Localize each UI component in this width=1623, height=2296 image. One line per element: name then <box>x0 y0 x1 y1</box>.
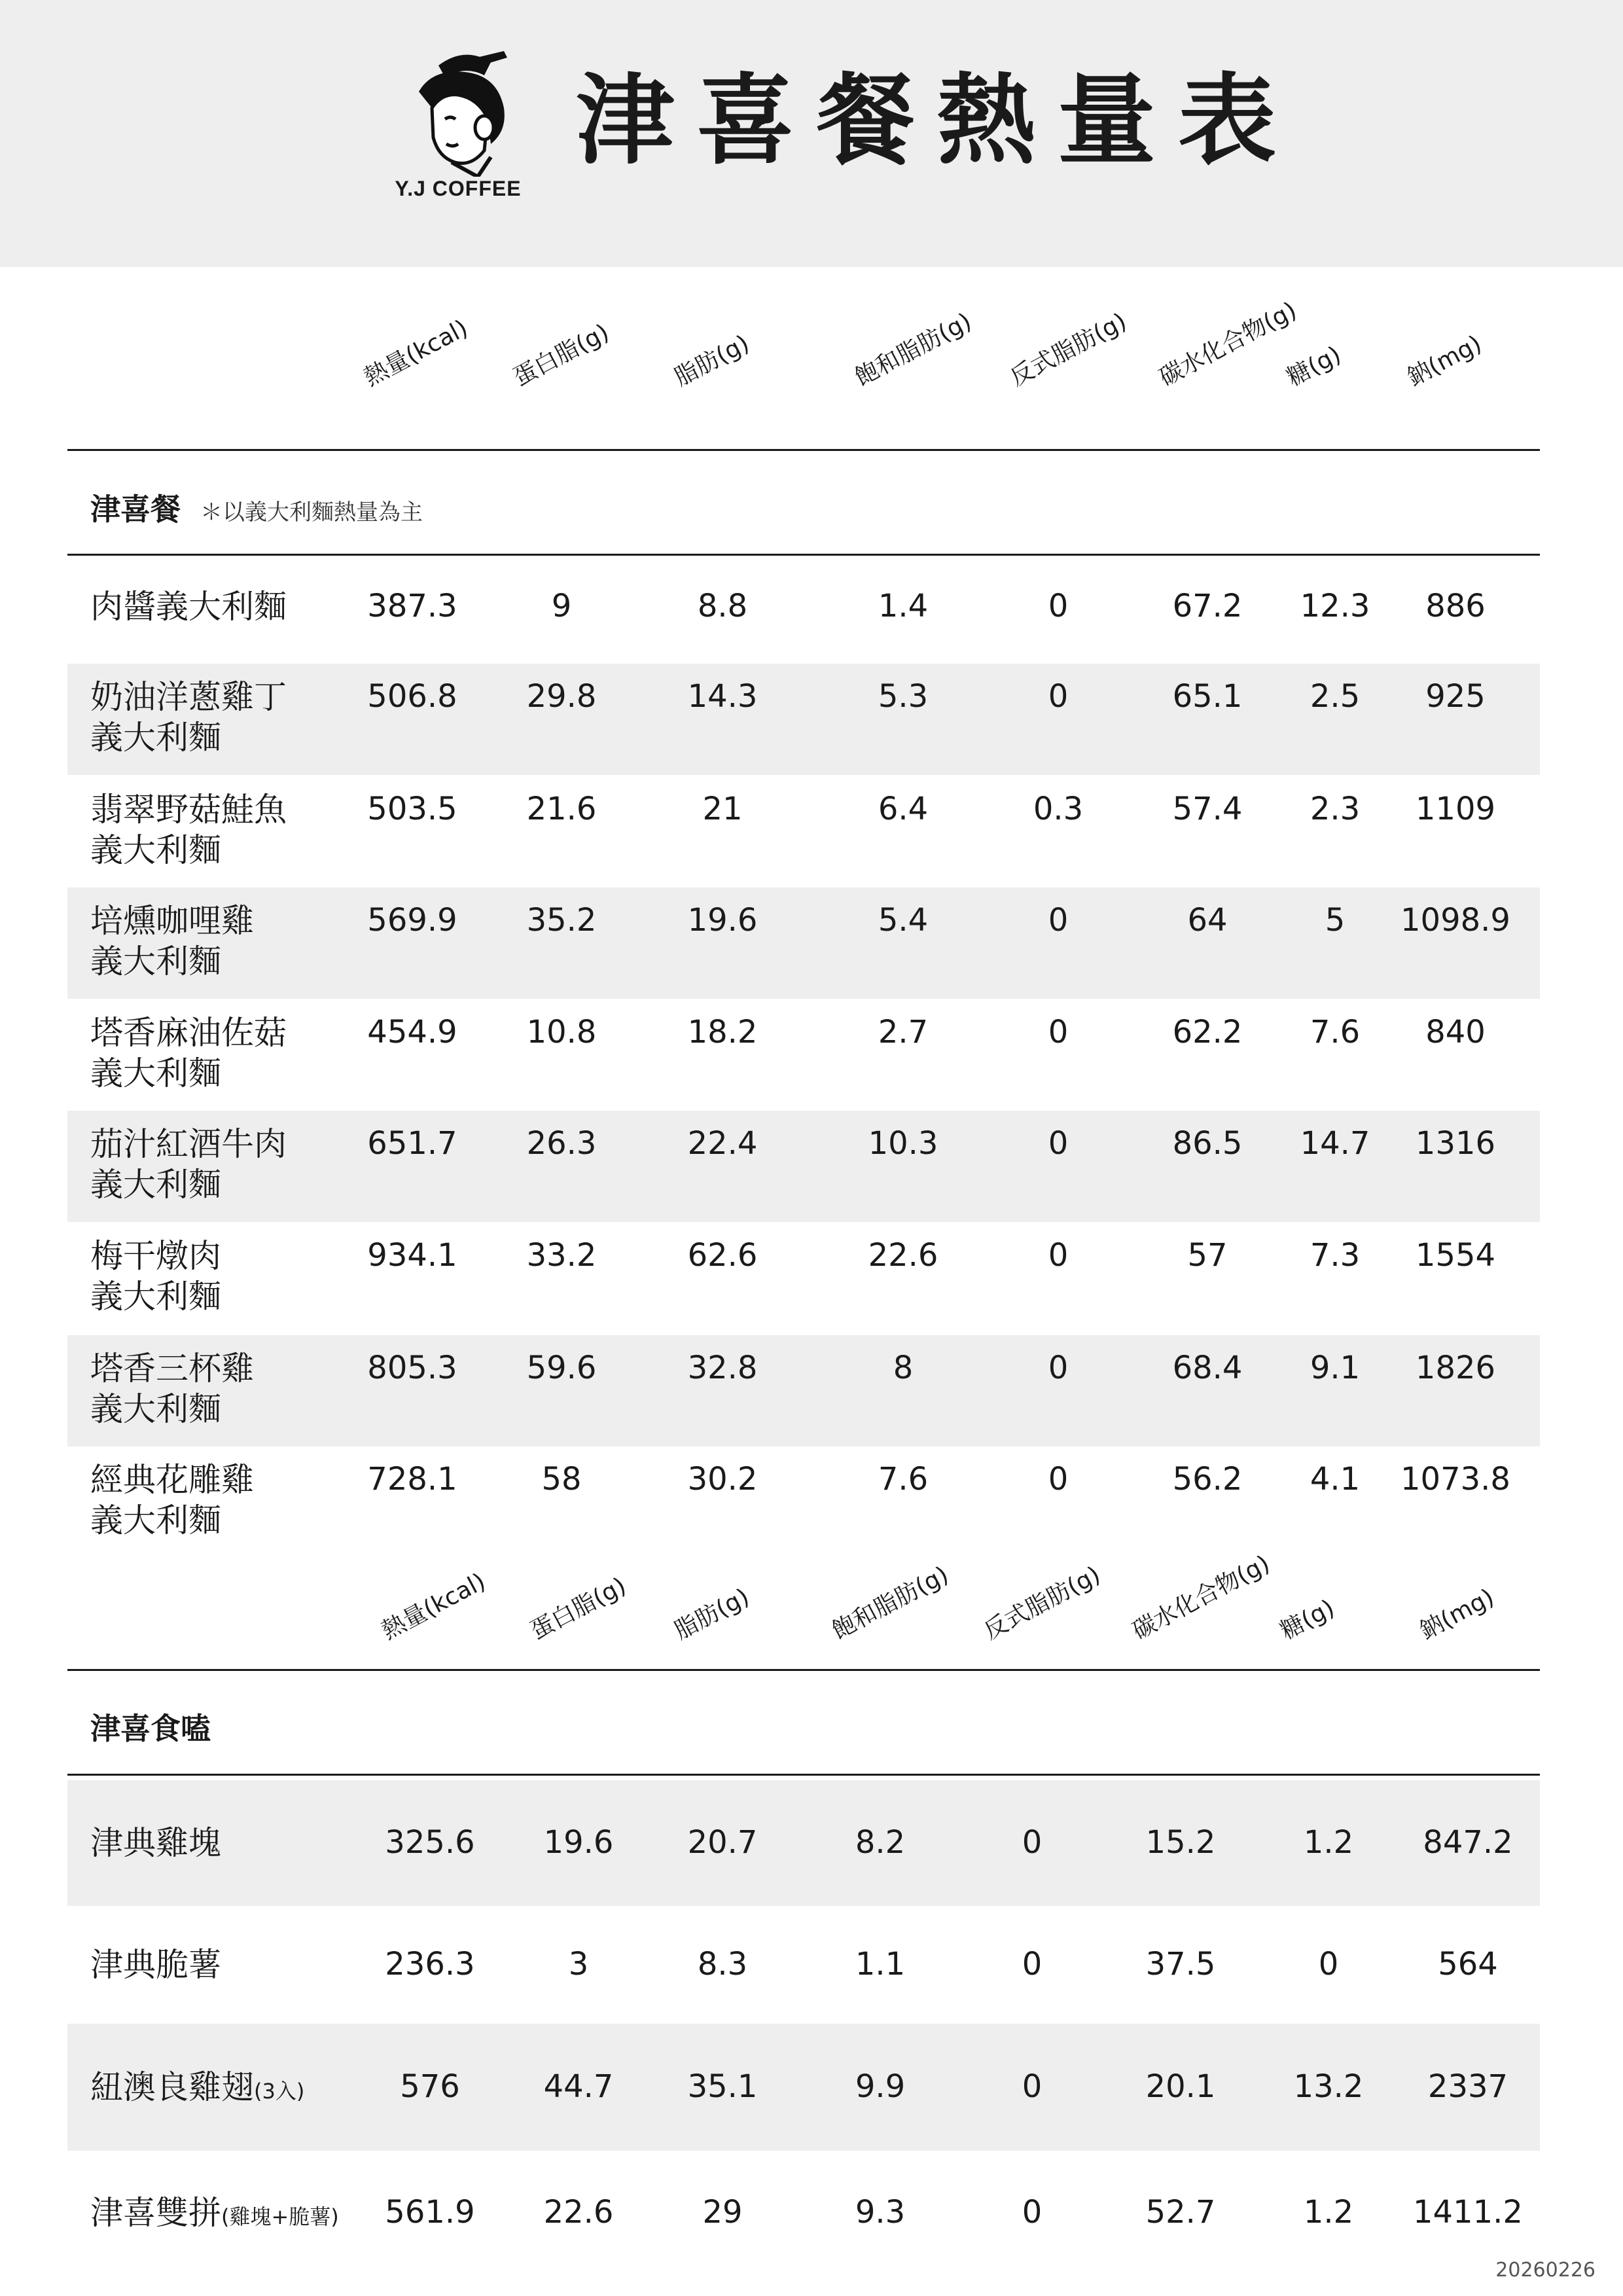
cell-trans-fat: 0 <box>1022 1824 1043 1861</box>
cell-protein: 26.3 <box>526 1125 597 1162</box>
cell-sat-fat: 1.1 <box>855 1946 906 1982</box>
column-header-sat-fat: 飽和脂肪(g) <box>827 1561 954 1645</box>
cell-sodium: 847.2 <box>1423 1824 1513 1861</box>
section-note: ＊以義大利麵熱量為主 <box>200 499 423 526</box>
cell-trans-fat: 0 <box>1022 2068 1043 2105</box>
item-name-line: 義大利麵 <box>90 831 221 869</box>
cell-sugar: 5 <box>1325 902 1346 939</box>
item-name-line: 塔香麻油佐菇 <box>90 1014 287 1052</box>
cell-kcal: 728.1 <box>367 1461 457 1498</box>
cell-sugar: 4.1 <box>1310 1461 1361 1498</box>
table-row <box>67 664 1540 775</box>
column-headers-section2 <box>65 1515 1538 1672</box>
item-name-text: 津典雞塊 <box>90 1824 221 1862</box>
cell-sodium: 1073.8 <box>1400 1461 1510 1498</box>
cell-carbs: 65.1 <box>1172 678 1243 715</box>
cell-protein: 19.6 <box>543 1824 614 1861</box>
cell-protein: 21.6 <box>526 791 597 827</box>
item-name <box>90 789 287 870</box>
cell-sat-fat: 22.6 <box>868 1237 938 1274</box>
cell-sat-fat: 5.4 <box>878 902 929 939</box>
cell-fat: 8.8 <box>697 588 748 624</box>
column-header-protein: 蛋白脂(g) <box>526 1572 631 1645</box>
cell-kcal: 651.7 <box>367 1125 457 1162</box>
cell-sodium: 1826 <box>1415 1350 1496 1386</box>
column-headers-section1 <box>65 262 1538 419</box>
cell-carbs: 57.4 <box>1172 791 1243 827</box>
header-banner <box>0 0 1623 267</box>
item-name-line: 梅干燉肉 <box>90 1237 221 1275</box>
cell-fat: 18.2 <box>687 1014 758 1050</box>
cell-sugar: 7.3 <box>1310 1237 1361 1274</box>
cell-kcal: 561.9 <box>385 2194 475 2231</box>
cell-carbs: 67.2 <box>1172 588 1243 624</box>
cell-sodium: 1109 <box>1415 791 1496 827</box>
cell-kcal: 503.5 <box>367 791 457 827</box>
cell-carbs: 62.2 <box>1172 1014 1243 1050</box>
cell-fat: 32.8 <box>687 1350 758 1386</box>
cell-fat: 14.3 <box>687 678 758 715</box>
item-name-suffix: (雞塊+脆薯) <box>221 2204 339 2229</box>
cell-carbs: 52.7 <box>1145 2194 1216 2231</box>
table-row <box>67 1111 1540 1222</box>
item-name <box>90 1124 287 1205</box>
item-name <box>90 586 287 627</box>
cell-carbs: 20.1 <box>1145 2068 1216 2105</box>
cell-sugar: 13.2 <box>1293 2068 1364 2105</box>
section-title-meals <box>90 486 423 529</box>
column-header-kcal: 熱量(kcal) <box>359 314 473 392</box>
cell-protein: 22.6 <box>543 2194 614 2231</box>
section-title-snacks: 津喜食嗑 <box>90 1711 211 1746</box>
column-header-carbs: 碳水化合物(g) <box>1154 296 1301 392</box>
cell-kcal: 805.3 <box>367 1350 457 1386</box>
cell-sugar: 2.3 <box>1310 791 1361 827</box>
cell-fat: 62.6 <box>687 1237 758 1274</box>
item-name <box>90 901 254 982</box>
cell-kcal: 236.3 <box>385 1946 475 1982</box>
cell-protein: 10.8 <box>526 1014 597 1050</box>
cell-trans-fat: 0 <box>1048 902 1069 939</box>
cell-protein: 3 <box>568 1946 589 1982</box>
column-header-sugar: 糖(g) <box>1275 1594 1339 1645</box>
cell-carbs: 37.5 <box>1145 1946 1216 1982</box>
item-name-text: 紐澳良雞翅 <box>90 2068 254 2106</box>
item-name-line: 翡翠野菇鮭魚 <box>90 791 287 829</box>
cell-kcal: 454.9 <box>367 1014 457 1050</box>
cell-protein: 59.6 <box>526 1350 597 1386</box>
yj-coffee-logo <box>393 46 524 209</box>
table-row <box>67 2024 1540 2151</box>
cell-sat-fat: 9.9 <box>855 2068 906 2105</box>
table-row <box>67 567 1540 664</box>
column-header-sodium: 鈉(mg) <box>1415 1583 1499 1645</box>
cell-sugar: 14.7 <box>1300 1125 1370 1162</box>
cell-carbs: 86.5 <box>1172 1125 1243 1162</box>
column-header-fat: 脂肪(g) <box>669 330 754 392</box>
item-name-line: 經典花雕雞 <box>90 1461 254 1499</box>
item-name-line: 義大利麵 <box>90 1054 221 1092</box>
column-header-trans-fat: 反式脂肪(g) <box>1005 308 1132 392</box>
cell-kcal: 506.8 <box>367 678 457 715</box>
column-header-protein: 蛋白脂(g) <box>508 319 614 392</box>
cell-sat-fat: 8.2 <box>855 1824 906 1861</box>
cell-trans-fat: 0 <box>1048 678 1069 715</box>
cell-sodium: 886 <box>1425 588 1486 624</box>
cell-protein: 33.2 <box>526 1237 597 1274</box>
item-name <box>90 1945 221 1985</box>
table-row <box>67 1335 1540 1446</box>
table-row <box>67 1780 1540 1906</box>
item-name-line: 奶油洋蔥雞丁 <box>90 678 287 716</box>
cell-sat-fat: 1.4 <box>878 588 929 624</box>
item-name-line: 義大利麵 <box>90 1501 221 1539</box>
cell-sugar: 7.6 <box>1310 1014 1361 1050</box>
cell-sat-fat: 5.3 <box>878 678 929 715</box>
cell-sodium: 925 <box>1425 678 1486 715</box>
table-row <box>67 1906 1540 2024</box>
table-row <box>67 888 1540 999</box>
table-row <box>67 776 1540 888</box>
cell-sodium: 1098.9 <box>1400 902 1510 939</box>
cell-protein: 58 <box>541 1461 582 1498</box>
table-row <box>67 2151 1540 2275</box>
cell-trans-fat: 0 <box>1048 1014 1069 1050</box>
cell-trans-fat: 0 <box>1022 1946 1043 1982</box>
cell-protein: 44.7 <box>543 2068 614 2105</box>
divider <box>67 449 1540 451</box>
cell-kcal: 569.9 <box>367 902 457 939</box>
cell-carbs: 56.2 <box>1172 1461 1243 1498</box>
cell-sugar: 1.2 <box>1303 1824 1354 1861</box>
column-header-sat-fat: 飽和脂肪(g) <box>850 308 976 392</box>
item-name-line: 義大利麵 <box>90 942 221 980</box>
table-row <box>67 1223 1540 1334</box>
cell-fat: 21 <box>702 791 743 827</box>
column-header-sodium: 鈉(mg) <box>1402 330 1486 392</box>
cell-sodium: 564 <box>1438 1946 1498 1982</box>
item-name-text: 津典脆薯 <box>90 1946 221 1984</box>
item-name-line: 義大利麵 <box>90 1166 221 1204</box>
item-name-line: 塔香三杯雞 <box>90 1350 254 1388</box>
logo-text: Y.J COFFEE <box>395 177 522 200</box>
cell-fat: 35.1 <box>687 2068 758 2105</box>
item-name-suffix: (3入) <box>254 2079 305 2104</box>
item-name <box>90 2193 339 2237</box>
column-header-kcal: 熱量(kcal) <box>377 1568 490 1645</box>
cell-fat: 30.2 <box>687 1461 758 1498</box>
cell-fat: 8.3 <box>697 1946 748 1982</box>
item-name-line: 義大利麵 <box>90 1278 221 1316</box>
section-title-text: 津喜餐 <box>90 492 181 527</box>
column-header-sugar: 糖(g) <box>1282 341 1346 392</box>
cell-sodium: 1554 <box>1415 1237 1496 1274</box>
table-row <box>67 999 1540 1111</box>
divider <box>67 1774 1540 1776</box>
cell-sodium: 2337 <box>1427 2068 1508 2105</box>
column-header-fat: 脂肪(g) <box>669 1583 754 1645</box>
cell-fat: 29 <box>702 2194 743 2231</box>
item-name-line: 義大利麵 <box>90 1390 221 1428</box>
cell-sat-fat: 7.6 <box>878 1461 929 1498</box>
cell-protein: 9 <box>551 588 572 624</box>
cell-protein: 35.2 <box>526 902 597 939</box>
item-name-line: 培燻咖哩雞 <box>90 902 254 940</box>
cell-kcal: 934.1 <box>367 1237 457 1274</box>
cell-sat-fat: 9.3 <box>855 2194 906 2231</box>
cell-trans-fat: 0 <box>1048 588 1069 624</box>
cell-fat: 20.7 <box>687 1824 758 1861</box>
cell-sugar: 1.2 <box>1303 2194 1354 2231</box>
cell-carbs: 15.2 <box>1145 1824 1216 1861</box>
cell-carbs: 64 <box>1187 902 1228 939</box>
cell-kcal: 325.6 <box>385 1824 475 1861</box>
cell-kcal: 576 <box>400 2068 460 2105</box>
cell-kcal: 387.3 <box>367 588 457 624</box>
cell-fat: 19.6 <box>687 902 758 939</box>
cell-sat-fat: 8 <box>893 1350 914 1386</box>
cell-sugar: 12.3 <box>1300 588 1370 624</box>
cell-trans-fat: 0 <box>1048 1125 1069 1162</box>
page-title: 津喜餐熱量表 <box>576 64 1299 178</box>
item-name <box>90 1348 254 1429</box>
cell-trans-fat: 0 <box>1022 2194 1043 2231</box>
divider <box>67 554 1540 556</box>
boy-face-icon <box>393 46 524 177</box>
item-name <box>90 1236 221 1317</box>
column-header-carbs: 碳水化合物(g) <box>1128 1550 1274 1645</box>
item-name-line: 茄汁紅酒牛肉 <box>90 1125 287 1163</box>
cell-sugar: 9.1 <box>1310 1350 1361 1386</box>
cell-trans-fat: 0.3 <box>1033 791 1084 827</box>
cell-sugar: 0 <box>1318 1946 1339 1982</box>
cell-trans-fat: 0 <box>1048 1237 1069 1274</box>
cell-sodium: 1316 <box>1415 1125 1496 1162</box>
cell-sodium: 1411.2 <box>1413 2194 1523 2231</box>
document-number: 20260226 <box>1495 2259 1596 2282</box>
cell-carbs: 57 <box>1187 1237 1228 1274</box>
cell-trans-fat: 0 <box>1048 1350 1069 1386</box>
cell-sodium: 840 <box>1425 1014 1486 1050</box>
item-name <box>90 677 287 758</box>
column-header-trans-fat: 反式脂肪(g) <box>979 1561 1105 1645</box>
cell-carbs: 68.4 <box>1172 1350 1243 1386</box>
item-name-text: 津喜雙拼 <box>90 2194 221 2232</box>
item-name-line: 肉醬義大利麵 <box>90 588 287 626</box>
cell-sat-fat: 10.3 <box>868 1125 938 1162</box>
cell-sat-fat: 2.7 <box>878 1014 929 1050</box>
item-name <box>90 1013 287 1094</box>
cell-sat-fat: 6.4 <box>878 791 929 827</box>
item-name-line: 義大利麵 <box>90 719 221 757</box>
cell-fat: 22.4 <box>687 1125 758 1162</box>
cell-trans-fat: 0 <box>1048 1461 1069 1498</box>
item-name <box>90 1823 221 1863</box>
item-name <box>90 2067 304 2111</box>
cell-sugar: 2.5 <box>1310 678 1361 715</box>
cell-protein: 29.8 <box>526 678 597 715</box>
divider <box>67 1669 1540 1671</box>
